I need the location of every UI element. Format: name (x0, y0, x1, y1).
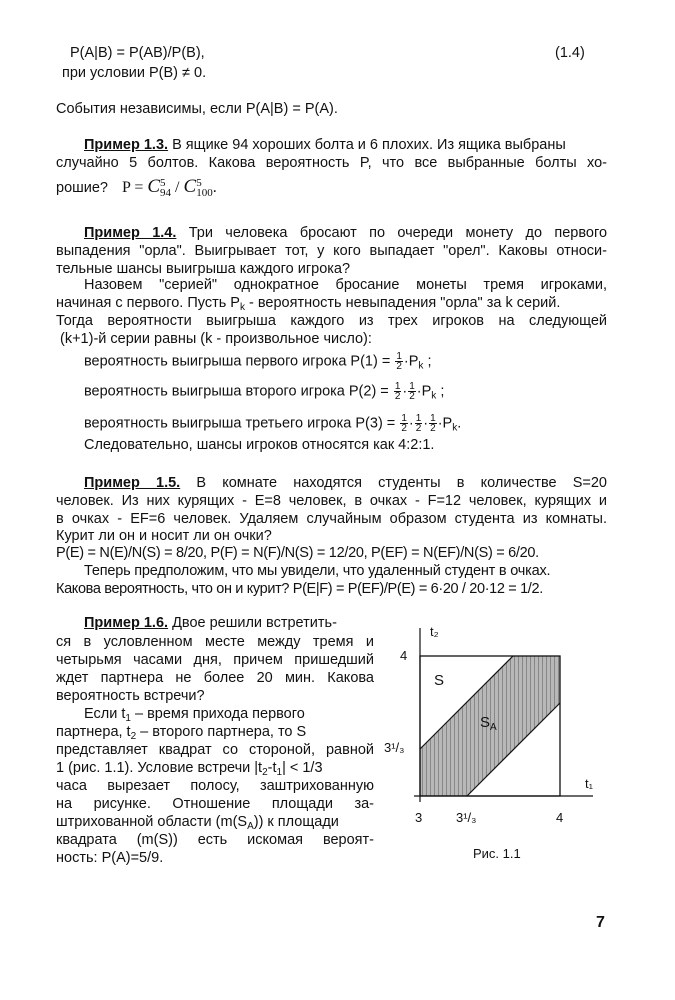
page-number: 7 (596, 914, 605, 931)
example-1-3-title: Пример 1.3. (84, 137, 169, 153)
example-1-5-line3: в очках - EF=6 человек. Удаляем случайным образом студента из комнаты. (56, 511, 607, 527)
example-1-3-line2: случайно 5 болтов. Какова вероятность P, что все выбранные болты хо- (56, 155, 607, 171)
y-tick-4: 4 (400, 648, 408, 663)
example-1-5-line7: Какова вероятность, что он и курит? P(E|F) = P(EF)/P(E) = 6·20 / 20·12 = 1/2. (56, 581, 543, 597)
example-1-6-line13: квадрата (m(S)) есть искомая вероят- (56, 832, 374, 848)
x-tick-3: 3 (415, 810, 423, 825)
example-1-3-line1: Пример 1.3. В ящике 94 хороших болта и 6 плохих. Из ящика выбраны (84, 137, 566, 153)
region-s-label: S (434, 672, 445, 689)
example-1-6-line12: штрихованной области $(m(S_A))$ к площади (56, 814, 339, 832)
example-1-5-line4: Курит ли он и носит ли он очки? (56, 528, 272, 544)
example-1-6-line5: вероятность встречи? (56, 688, 205, 704)
example-1-5-line6: Теперь предположим, что мы увидели, что удаленный студент в очках. (84, 563, 551, 579)
example-1-4-title: Пример 1.4. (84, 225, 177, 241)
formula-condition: при условии P(B) ≠ 0. (62, 65, 207, 81)
example-1-6-line9: 1 (рис. 1.1). Условие встречи $|t_2-t_1| < 1/3$ (56, 760, 323, 778)
region-sa-label: $S_A$ (480, 714, 497, 733)
example-1-3-formula: P = C 5 94 / C 5 100 . (122, 176, 217, 200)
example-1-4-line6: Тогда вероятности выигрыша каждого из трех игроков на следующей (56, 313, 607, 329)
example-1-5-line1: Пример 1.5. В комнате находятся студенты в количестве S=20 (84, 475, 607, 491)
example-1-5-title: Пример 1.5. (84, 475, 181, 491)
example-1-6-line1: Пример 1.6. Двое решили встретить- (84, 615, 337, 631)
x-tick-4: 4 (556, 810, 564, 825)
example-1-3-line3: рошие? P = C 5 94 / C 5 100 . (56, 176, 217, 200)
example-1-4-line2: выпадения "орла". Выигрывает тот, у кого выпадает "орел". Каковы относи- (56, 243, 607, 259)
example-1-5-line2: человек. Из них курящих - E=8 человек, в очках - F=12 человек, курящих и (56, 493, 607, 509)
figure-caption: Рис. 1.1 (473, 846, 521, 861)
example-1-6-line2: ся в условленном месте между тремя и (56, 634, 374, 650)
example-1-4-line1: Пример 1.4. Три человека бросают по очереди монету до первого (84, 225, 608, 241)
y-axis-label: t₂ (430, 624, 439, 639)
example-1-6-line4: ждет партнера не более 20 мин. Какова (56, 670, 374, 686)
y-tick-3-1-3: 3¹/₃ (384, 740, 405, 755)
x-tick-3-1-3: 3¹/₃ (456, 810, 477, 825)
x-axis-label: t₁ (585, 776, 593, 791)
probability-player1: вероятность выигрыша первого игрока P(1) = $\frac{1}{2}$ $\cdot P_k$ ; (84, 351, 432, 372)
example-1-6-line7: партнера, $t_2$ – второго партнера, то S (56, 724, 307, 742)
example-1-6-line6: Если $t_1$ – время прихода первого (84, 706, 305, 724)
example-1-6-line8: представляет квадрат со стороной, равной (56, 742, 374, 758)
formula-line: P(A|B) = P(AB)/P(B), (70, 45, 205, 61)
probability-player3: вероятность выигрыша третьего игрока P(3) = $\frac{1}{2}$ · $\frac{1}{2}$ · $\frac{1}{2}$ $\cdot P_k$. (84, 413, 462, 434)
formula-number: (1.4) (555, 45, 585, 61)
example-1-4-line7: (k+1)-й серии равны (k - произвольное число): (60, 331, 372, 347)
example-1-6-line10: часа вырезает полосу, заштрихованную (56, 778, 374, 794)
independence-statement: События независимы, если P(A|B) = P(A). (56, 101, 338, 117)
example-1-4-line5: начиная с первого. Пусть $P_k$ - вероятность невыпадения "орла" за k серий. (56, 295, 561, 313)
example-1-4-line3: тельные шансы выигрыша каждого игрока? (56, 261, 351, 277)
figure-1-1 (378, 620, 608, 870)
example-1-4-conclusion: Следовательно, шансы игроков относятся как 4:2:1. (84, 437, 435, 453)
probability-player2: вероятность выигрыша второго игрока P(2) = $\frac{1}{2}$ · $\frac{1}{2}$ $\cdot P_k$ ; (84, 381, 445, 402)
example-1-5-line5: P(E) = N(E)/N(S) = 8/20, P(F) = N(F)/N(S) = 12/20, P(EF) = N(EF)/N(S) = 6/20. (56, 545, 539, 561)
example-1-6-line3: четырьмя часами дня, причем пришедший (56, 652, 374, 668)
example-1-6-title: Пример 1.6. (84, 615, 169, 631)
example-1-6-line14: ность: P(A)=5/9. (56, 850, 164, 866)
example-1-4-line4: Назовем "серией" однократное бросание монеты тремя игроками, (84, 277, 607, 293)
example-1-6-line11: на рисунке. Отношение площади за- (56, 796, 374, 812)
